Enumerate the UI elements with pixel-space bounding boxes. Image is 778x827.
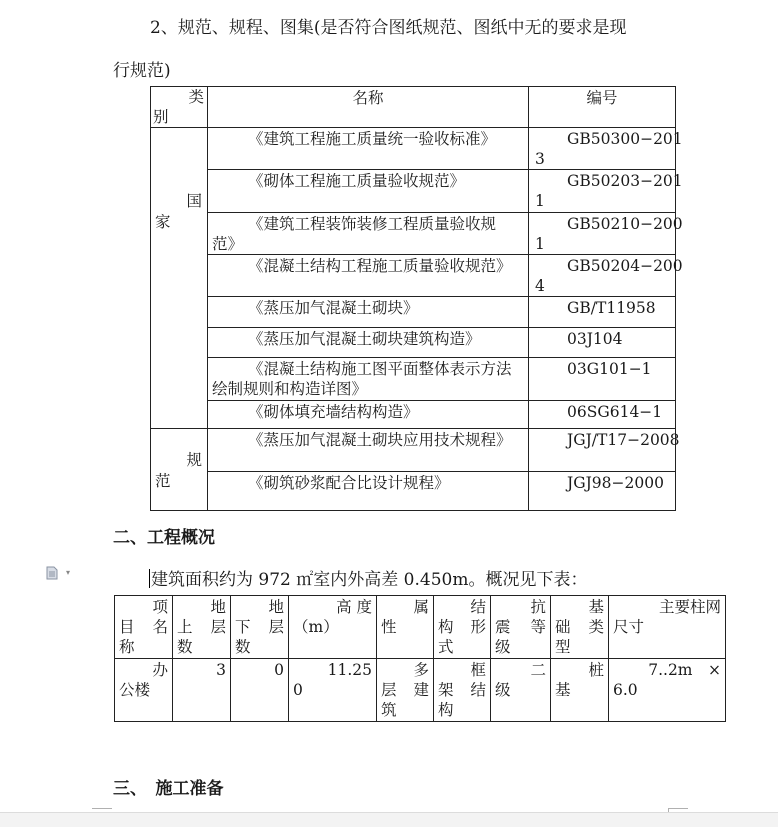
- table-row: [151, 213, 676, 255]
- page-bottom-bar: [0, 812, 778, 827]
- section-heading-preparation: 三、 施工准备: [113, 779, 224, 799]
- spec-item-line1: 2、规范、规程、图集(是否符合图纸规范、图纸中无的要求是现: [150, 18, 627, 38]
- cell-column-grid: 7..2m × 6.0: [609, 659, 726, 722]
- code-header: 编号: [529, 87, 676, 128]
- cell-floors-below: 0: [231, 659, 289, 722]
- table-row: [151, 429, 676, 472]
- category-b: 范: [155, 472, 171, 490]
- standard-name: 《建筑工程施工质量统一验收标准》: [208, 128, 529, 170]
- overview-paragraph[interactable]: [149, 565, 587, 590]
- cell-floors-above: 3: [173, 659, 231, 722]
- overview-header-row: [115, 596, 726, 659]
- table-row: [151, 328, 676, 358]
- category-header-a: 类: [188, 88, 204, 106]
- header-project-name: 项 目 名 称: [115, 596, 173, 659]
- header-floors-below: 地 下 层 数: [231, 596, 289, 659]
- cell-seismic: 二 级: [491, 659, 551, 722]
- standard-name: 《蒸压加气混凝土砌块》: [208, 297, 529, 328]
- standard-name: 《混凝土结构施工图平面整体表示方法 绘制规则和构造详图》: [208, 358, 529, 401]
- cell-property: 多 层 建 筑: [377, 659, 434, 722]
- section-heading-overview: 二、工程概况: [113, 528, 215, 548]
- header-seismic: 抗 震 等 级: [491, 596, 551, 659]
- standard-code: GB50204−200 4: [529, 255, 676, 297]
- standard-name: 《砌体工程施工质量验收规范》: [208, 170, 529, 213]
- standard-name: 《砌筑砂浆配合比设计规程》: [208, 472, 529, 511]
- header-structure: 结 构 形 式: [434, 596, 491, 659]
- standard-name: 《蒸压加气混凝土砌块建筑构造》: [208, 328, 529, 358]
- table-row: [151, 255, 676, 297]
- category-specification: [151, 429, 208, 511]
- page-corner-mark-right: [668, 808, 688, 809]
- standard-name: 《砌体填充墙结构构造》: [208, 401, 529, 429]
- table-row: [151, 297, 676, 328]
- header-floors-above: 地 上 层 数: [173, 596, 231, 659]
- table-row: [115, 659, 726, 722]
- category-header: [151, 87, 208, 128]
- category-a: 规: [186, 451, 202, 469]
- standard-code: GB50210−200 1: [529, 213, 676, 255]
- header-column-grid: 主要柱网 尺寸: [609, 596, 726, 659]
- standard-code: 06SG614−1: [529, 401, 676, 429]
- cell-height: 11.25 0: [289, 659, 377, 722]
- cell-structure: 框 架 结 构: [434, 659, 491, 722]
- header-foundation: 基 础 类 型: [551, 596, 609, 659]
- overview-paragraph-text: 建筑面积约为 972 ㎡室内外高差 0.450m。概况见下表：: [151, 570, 588, 590]
- standard-code: JGJ/T17−2008: [529, 429, 676, 472]
- text-cursor: [149, 569, 150, 588]
- header-property: 属 性: [377, 596, 434, 659]
- cell-project-name: 办 公楼: [115, 659, 173, 722]
- table-row: [151, 358, 676, 401]
- header-height: 高 度 （m）: [289, 596, 377, 659]
- page-corner-mark-left: [92, 808, 112, 809]
- standards-header-row: [151, 87, 676, 128]
- spec-item-line2: 行规范): [113, 61, 171, 81]
- table-row: [151, 128, 676, 170]
- standards-table: [150, 86, 683, 511]
- category-a: 国: [186, 192, 202, 210]
- standard-code: 03G101−1: [529, 358, 676, 401]
- table-row: [151, 401, 676, 429]
- standard-name: 《蒸压加气混凝土砌块应用技术规程》: [208, 429, 529, 472]
- name-header: 名称: [208, 87, 529, 128]
- standard-code: GB50203−201 1: [529, 170, 676, 213]
- standard-name: 《混凝土结构工程施工质量验收规范》: [208, 255, 529, 297]
- standard-code: GB/T11958: [529, 297, 676, 328]
- category-national: [151, 128, 208, 429]
- document-paragraph-icon[interactable]: [46, 566, 58, 580]
- cell-foundation: 桩 基: [551, 659, 609, 722]
- standard-name: 《建筑工程装饰装修工程质量验收规 范》: [208, 213, 529, 255]
- standard-code: 03J104: [529, 328, 676, 358]
- standard-code: GB50300−201 3: [529, 128, 676, 170]
- standard-code: JGJ98−2000: [529, 472, 676, 511]
- table-row: [151, 170, 676, 213]
- overview-table: [114, 595, 726, 722]
- chevron-down-icon[interactable]: ▾: [66, 568, 71, 577]
- category-header-b: 别: [153, 108, 169, 126]
- table-row: [151, 472, 676, 511]
- category-b: 家: [155, 213, 171, 231]
